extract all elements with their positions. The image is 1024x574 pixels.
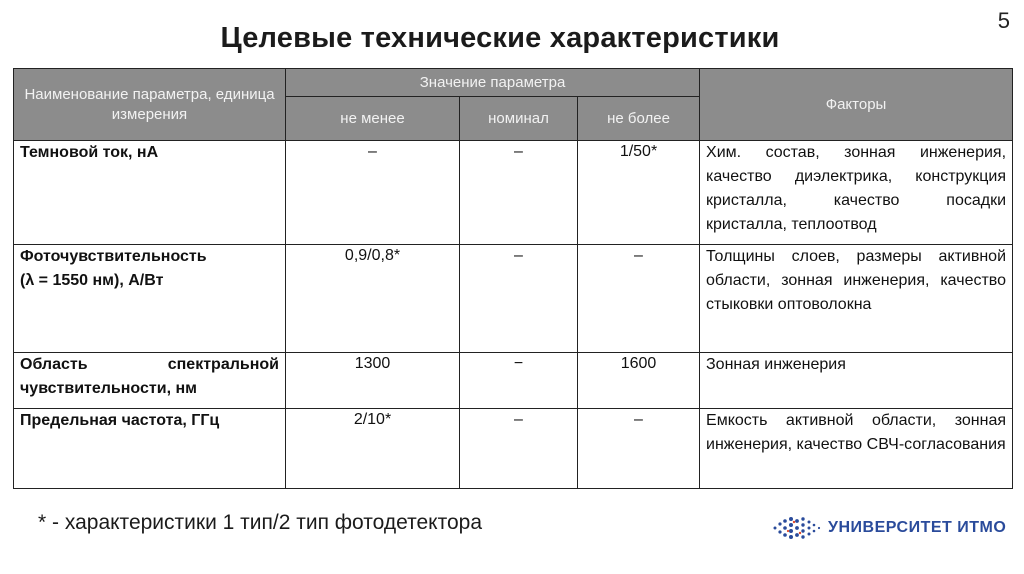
page-title: Целевые технические характеристики bbox=[220, 22, 780, 54]
page-number: 5 bbox=[997, 8, 1010, 33]
row-min-value: 2/10* bbox=[286, 409, 460, 489]
row-max-value: 1600 bbox=[578, 353, 700, 409]
row-nominal-value: – bbox=[460, 141, 578, 245]
header-parameter-name: Наименование параметра, единица измерения bbox=[14, 69, 286, 141]
row-param-name-line2: чувствительности, нм bbox=[20, 380, 197, 397]
row-param-name-line1: Фоточувствительность bbox=[20, 248, 207, 265]
row-max-value: 1/50* bbox=[578, 141, 700, 245]
logo-text: УНИВЕРСИТЕТ ИТМО bbox=[828, 519, 1007, 536]
row-param-name: Темновой ток, нА bbox=[14, 141, 286, 245]
specifications-table bbox=[13, 68, 1013, 489]
row-factors: Зонная инженерия bbox=[700, 353, 1013, 409]
itmo-dots-logo-icon bbox=[772, 516, 822, 540]
row-max-value: – bbox=[578, 409, 700, 489]
row-factors: Хим. состав, зонная инженерия, качество диэлектрика, конструкция кристалла, качество посадки кристалла, теплоотвод bbox=[700, 141, 1013, 245]
row-min-value: 0,9/0,8* bbox=[286, 245, 460, 353]
row-nominal-value: − bbox=[460, 353, 578, 409]
row-min-value: 1300 bbox=[286, 353, 460, 409]
row-nominal-value: – bbox=[460, 409, 578, 489]
header-min: не менее bbox=[286, 97, 460, 141]
row-min-value: – bbox=[286, 141, 460, 245]
header-nominal: номинал bbox=[460, 97, 578, 141]
header-parameter-value: Значение параметра bbox=[286, 69, 700, 97]
header-max: не более bbox=[578, 97, 700, 141]
header-factors: Факторы bbox=[700, 69, 1013, 141]
row-factors: Толщины слоев, размеры активной области, зонная инженерия, качество стыковки оптоволокна bbox=[700, 245, 1013, 353]
footnote: * - характеристики 1 тип/2 тип фотодетектора bbox=[38, 511, 483, 534]
table-row bbox=[14, 245, 1013, 353]
row-factors: Емкость активной области, зонная инженерия, качество СВЧ-согласования bbox=[700, 409, 1013, 489]
row-max-value: – bbox=[578, 245, 700, 353]
university-logo bbox=[772, 516, 1006, 540]
row-nominal-value: – bbox=[460, 245, 578, 353]
row-param-name bbox=[14, 353, 286, 409]
table-row bbox=[14, 353, 1013, 409]
row-param-name-line2: (λ = 1550 нм), А/Вт bbox=[20, 272, 164, 289]
row-param-name bbox=[14, 245, 286, 353]
row-param-name: Предельная частота, ГГц bbox=[14, 409, 286, 489]
table-row bbox=[14, 141, 1013, 245]
table-row bbox=[14, 409, 1013, 489]
row-param-name-line1: Область спектральной bbox=[20, 356, 279, 373]
